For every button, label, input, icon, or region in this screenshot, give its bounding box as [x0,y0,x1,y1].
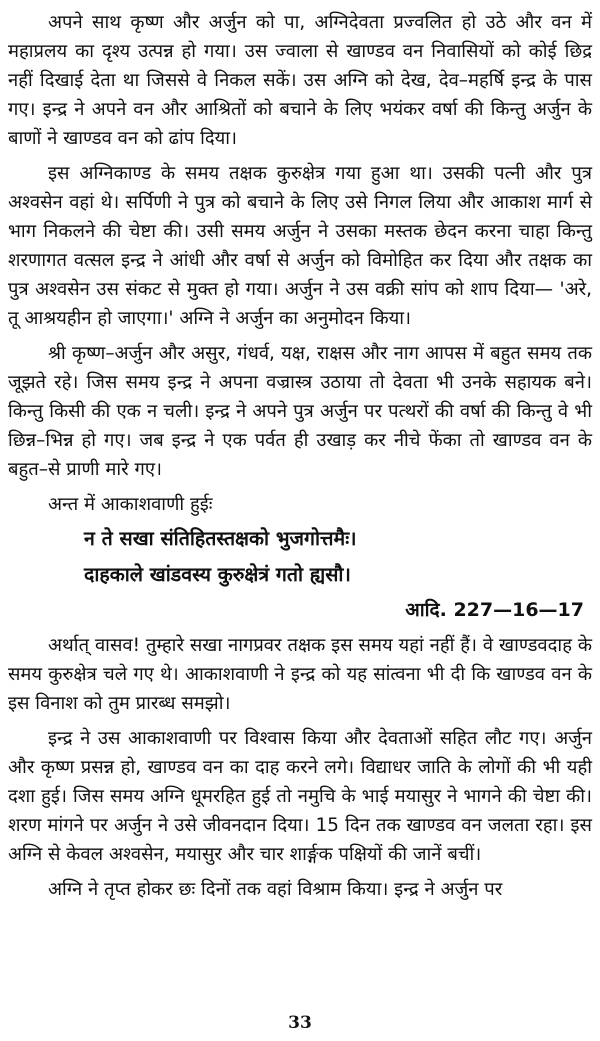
paragraph-3: श्री कृष्ण–अर्जुन और असुर, गंधर्व, यक्ष, राक्षस और नाग आपस में बहुत समय तक जूझते रहे। जिस समय इन्द्र ने अपना वज्रास्त्र उठाया तो देवता भी उनके सहायक बने। किन्तु किसी की एक न चली। इन्द्र ने अपने पुत्र अर्जुन पर पत्थरों की वर्षा की किन्तु वे भी छिन्न–भिन्न हो गए। जब इन्द्र ने एक पर्वत ही उखाड़ कर नीचे फेंका तो खाण्डव वन के बहुत–से प्राणी मारे गए। [8,343,592,480]
paragraph-6: अग्नि ने तृप्त होकर छः दिनों तक वहां विश्राम किया। इन्द्र ने अर्जुन पर [48,879,503,900]
verse-citation: आदि. 227—16—17 [405,599,584,621]
akashvani-intro-line: अन्त में आकाशवाणी हुईः [48,494,213,515]
sanskrit-verse-line-2: दाहकाले खांडवस्य कुरुक्षेत्रं गतो ह्यसौ। [84,563,351,586]
paragraph-2: इस अग्निकाण्ड के समय तक्षक कुरुक्षेत्र गया हुआ था। उसकी पत्नी और पुत्र अश्वसेन वहां थे। सर्पिणी ने पुत्र को बचाने के लिए उसे निगल लिया और आकाश मार्ग से भाग निकलने की चेष्टा की। उसी समय अर्जुन ने उसका मस्तक छेदन करना चाहा किन्तु शरणागत वत्सल इन्द्र ने आंधी और वर्षा से अर्जुन को विमोहित कर दिया और तक्षक का पुत्र अश्वसेन उस संकट से मुक्त हो गया। अर्जुन ने उस वक्री सांप को शाप दिया— 'अरे, तू आश्रयहीन हो जाएगा।' अग्नि ने अर्जुन का अनुमोदन किया। [8,163,592,329]
paragraph-1: अपने साथ कृष्ण और अर्जुन को पा, अग्निदेवता प्रज्वलित हो उठे और वन में महाप्रलय का दृश्य उत्पन्न हो गया। उस ज्वाला से खाण्डव वन निवासियों को कोई छिद्र नहीं दिखाई देता था जिससे वे निकल सकें। उस अग्नि को देख, देव–महर्षि इन्द्र के पास गए। इन्द्र ने अपने वन और आश्रितों को बचाने के लिए भयंकर वर्षा की किन्तु अर्जुन के बाणों ने खाण्डव वन को ढांप दिया। [8,12,592,149]
page-number: 33 [288,1013,312,1033]
sanskrit-verse-line-1: न ते सखा संतिहितस्तक्षको भुजगोत्तमैः। [84,527,357,550]
paragraph-5: इन्द्र ने उस आकाशवाणी पर विश्वास किया और देवताओं सहित लौट गए। अर्जुन और कृष्ण प्रसन्न हो, खाण्डव वन का दाह करने लगे। विद्याधर जाति के लोगों की भी यही दशा हुई। जिस समय अग्नि धूमरहित हुई तो नमुचि के भाई मयासुर ने भागने की चेष्टा की। शरण मांगने पर अर्जुन ने उसे जीवनदान दिया। 15 दिन तक खाण्डव वन जलता रहा। इस अग्नि से केवल अश्वसेन, मयासुर और चार शार्ङ्गक पक्षियों की जानें बचीं। [8,728,592,865]
paragraph-4: अर्थात् वासव! तुम्हारे सखा नागप्रवर तक्षक इस समय यहां नहीं हैं। वे खाण्डवदाह के समय कुरुक्षेत्र चले गए थे। आकाशवाणी ने इन्द्र को यह सांत्वना भी दी कि खाण्डव वन के इस विनाश को तुम प्रारब्ध समझो। [8,635,592,714]
